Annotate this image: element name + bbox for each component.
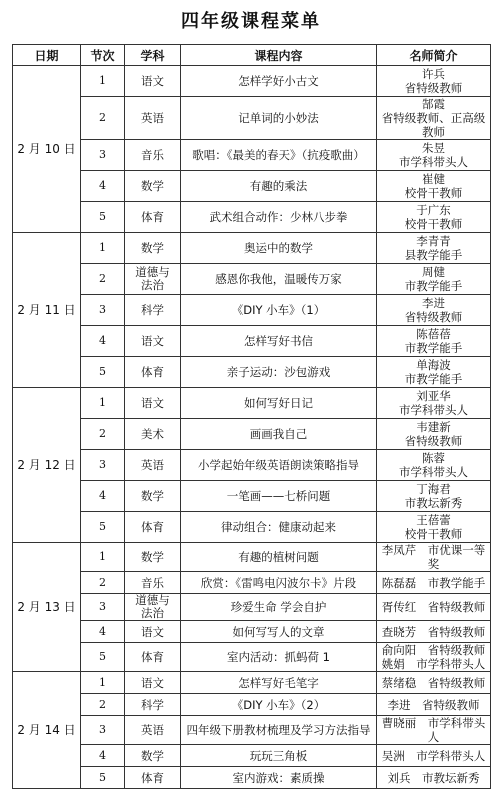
period-cell: 2 [81,97,125,140]
subject-cell: 体育 [125,357,181,388]
table-row [13,419,491,450]
teacher-line: 省特级教师 [404,310,463,324]
teacher-line: 省特级教师、正高级教师 [381,111,486,139]
table-row [13,767,491,789]
teacher-line: 丁海君 [416,482,451,496]
content-cell: 四年级下册教材梳理及学习方法指导 [181,716,377,745]
teacher-cell [377,388,491,419]
content-cell: 玩玩三角板 [181,745,377,767]
subject-cell: 道德与法治 [125,264,181,295]
content-cell: 武术组合动作：少林八步拳 [181,202,377,233]
teacher-cell [377,672,491,694]
date-cell: 2 月 14 日 [13,672,81,789]
table-row [13,672,491,694]
table-row [13,171,491,202]
table-row [13,572,491,594]
period-cell: 2 [81,419,125,450]
teacher-line: 许兵 [422,67,445,81]
content-cell: 怎样写好书信 [181,326,377,357]
table-row [13,66,491,97]
table-row [13,512,491,543]
table-row [13,357,491,388]
date-cell: 2 月 13 日 [13,543,81,672]
header-date: 日期 [13,45,81,66]
subject-cell: 语文 [125,66,181,97]
subject-cell: 体育 [125,202,181,233]
subject-cell: 英语 [125,97,181,140]
content-cell: 小学起始年级英语朗读策略指导 [181,450,377,481]
table-row [13,202,491,233]
content-cell: 律动组合：健康动起来 [181,512,377,543]
date-cell: 2 月 10 日 [13,66,81,233]
content-cell: 如何写写人的文章 [181,621,377,643]
period-cell: 3 [81,450,125,481]
teacher-cell [377,419,491,450]
teacher-cell [377,643,491,672]
teacher-line: 陈磊磊 市教学能手 [381,575,486,590]
subject-cell: 语文 [125,621,181,643]
table-row [13,694,491,716]
teacher-line: 校骨干教师 [404,217,463,231]
teacher-line: 于广东 [416,203,451,217]
teacher-line: 市教学能手 [404,279,463,293]
teacher-line: 市教坛新秀 [404,496,463,510]
period-cell: 1 [81,66,125,97]
subject-cell: 体育 [125,512,181,543]
period-cell: 3 [81,716,125,745]
period-cell: 1 [81,672,125,694]
teacher-line: 市教学能手 [404,372,463,386]
teacher-line: 曹晓丽 市学科带头人 [381,716,486,744]
teacher-cell [377,481,491,512]
content-cell: 有趣的植树问题 [181,543,377,572]
period-cell: 4 [81,621,125,643]
content-cell: 欣赏：《雷鸣电闪波尔卡》片段 [181,572,377,594]
teacher-line: 县教学能手 [404,248,463,262]
period-cell: 5 [81,767,125,789]
subject-cell: 数学 [125,543,181,572]
table-row [13,388,491,419]
subject-cell: 数学 [125,745,181,767]
teacher-cell [377,594,491,621]
content-cell: 怎样写好毛笔字 [181,672,377,694]
teacher-line: 陈蓉 [422,451,445,465]
teacher-line: 姚娟 市学科带头人 [381,657,486,671]
teacher-cell [377,572,491,594]
subject-cell: 体育 [125,767,181,789]
table-row [13,140,491,171]
teacher-line: 校骨干教师 [404,527,463,541]
teacher-line: 刘兵 市教坛新秀 [387,770,480,785]
subject-cell: 音乐 [125,572,181,594]
teacher-line: 郜霞 [422,97,445,111]
teacher-cell [377,295,491,326]
subject-cell: 数学 [125,481,181,512]
content-cell: 亲子运动：沙包游戏 [181,357,377,388]
teacher-line: 朱昱 [422,141,445,155]
subject-cell: 语文 [125,672,181,694]
teacher-cell [377,694,491,716]
table-row [13,264,491,295]
content-cell: 一笔画——七桥问题 [181,481,377,512]
period-cell: 2 [81,572,125,594]
teacher-cell [377,543,491,572]
teacher-cell [377,66,491,97]
header-subject: 学科 [125,45,181,66]
period-cell: 1 [81,388,125,419]
teacher-line: 省特级教师 [404,81,463,95]
period-cell: 4 [81,171,125,202]
date-cell: 2 月 11 日 [13,233,81,388]
teacher-line: 李进 [422,296,445,310]
teacher-line: 校骨干教师 [404,186,463,200]
period-cell: 5 [81,357,125,388]
table-row [13,716,491,745]
teacher-line: 市学科带头人 [399,403,468,417]
content-cell: 怎样学好小古文 [181,66,377,97]
content-cell: 室内活动：抓蚂荷 1 [181,643,377,672]
header-row [13,45,491,66]
table-row [13,745,491,767]
teacher-cell [377,326,491,357]
teacher-cell [377,140,491,171]
subject-cell: 语文 [125,388,181,419]
period-cell: 2 [81,264,125,295]
subject-cell: 道德与法治 [125,594,181,621]
teacher-cell [377,97,491,140]
table-row [13,594,491,621]
subject-cell: 音乐 [125,140,181,171]
content-cell: 珍爱生命 学会自护 [181,594,377,621]
teacher-cell [377,767,491,789]
table-row [13,481,491,512]
table-row [13,233,491,264]
subject-cell: 数学 [125,171,181,202]
teacher-cell [377,202,491,233]
content-cell: 《DIY 小车》（2） [181,694,377,716]
teacher-line: 市学科带头人 [399,465,468,479]
table-row [13,295,491,326]
table-row [13,326,491,357]
subject-cell: 科学 [125,694,181,716]
schedule-table [12,44,491,789]
period-cell: 2 [81,694,125,716]
table-row [13,621,491,643]
period-cell: 1 [81,543,125,572]
teacher-line: 查晓芳 省特级教师 [381,624,486,639]
teacher-line: 王蓓蕾 [416,513,451,527]
subject-cell: 英语 [125,716,181,745]
teacher-line: 省特级教师 [404,434,463,448]
content-cell: 画画我自己 [181,419,377,450]
teacher-line: 刘亚华 [416,389,451,403]
subject-cell: 数学 [125,233,181,264]
header-content: 课程内容 [181,45,377,66]
subject-cell: 科学 [125,295,181,326]
header-period: 节次 [81,45,125,66]
teacher-line: 李青青 [416,234,451,248]
teacher-line: 吴洲 市学科带头人 [381,748,486,763]
header-teacher: 名师简介 [377,45,491,66]
content-cell: 有趣的乘法 [181,171,377,202]
period-cell: 5 [81,512,125,543]
content-cell: 室内游戏：素质操 [181,767,377,789]
teacher-cell [377,512,491,543]
date-cell: 2 月 12 日 [13,388,81,543]
subject-cell: 语文 [125,326,181,357]
teacher-line: 单海波 [416,358,451,372]
teacher-line: 韦建新 [416,420,451,434]
teacher-line: 崔健 [422,172,445,186]
subject-cell: 美术 [125,419,181,450]
teacher-line: 李凤芹 市优课一等奖 [381,543,486,571]
teacher-cell [377,233,491,264]
period-cell: 5 [81,202,125,233]
teacher-line: 陈蓓蓓 [416,327,451,341]
teacher-cell [377,264,491,295]
content-cell: 记单词的小妙法 [181,97,377,140]
teacher-line: 蔡绪稳 省特级教师 [381,675,486,690]
content-cell: 如何写好日记 [181,388,377,419]
teacher-line: 市学科带头人 [399,155,468,169]
period-cell: 1 [81,233,125,264]
content-cell: 歌唱：《最美的春天》（抗疫歌曲） [181,140,377,171]
teacher-line: 胥传红 省特级教师 [381,600,486,614]
content-cell: 奥运中的数学 [181,233,377,264]
period-cell: 3 [81,295,125,326]
period-cell: 5 [81,643,125,672]
content-cell: 感恩你我他，温暖传万家 [181,264,377,295]
teacher-cell [377,621,491,643]
teacher-cell [377,450,491,481]
teacher-line: 俞向阳 省特级教师 [381,643,486,657]
table-row [13,543,491,572]
teacher-line: 李进 省特级教师 [387,697,480,712]
period-cell: 4 [81,481,125,512]
page-title: 四年级课程菜单 [181,11,321,32]
period-cell: 3 [81,140,125,171]
teacher-line: 市教学能手 [404,341,463,355]
period-cell: 4 [81,326,125,357]
table-row [13,450,491,481]
teacher-cell [377,171,491,202]
subject-cell: 体育 [125,643,181,672]
period-cell: 3 [81,594,125,621]
content-cell: 《DIY 小车》（1） [181,295,377,326]
teacher-line: 周健 [422,265,445,279]
teacher-cell [377,745,491,767]
table-row [13,97,491,140]
table-row [13,643,491,672]
teacher-cell [377,357,491,388]
period-cell: 4 [81,745,125,767]
subject-cell: 英语 [125,450,181,481]
teacher-cell [377,716,491,745]
